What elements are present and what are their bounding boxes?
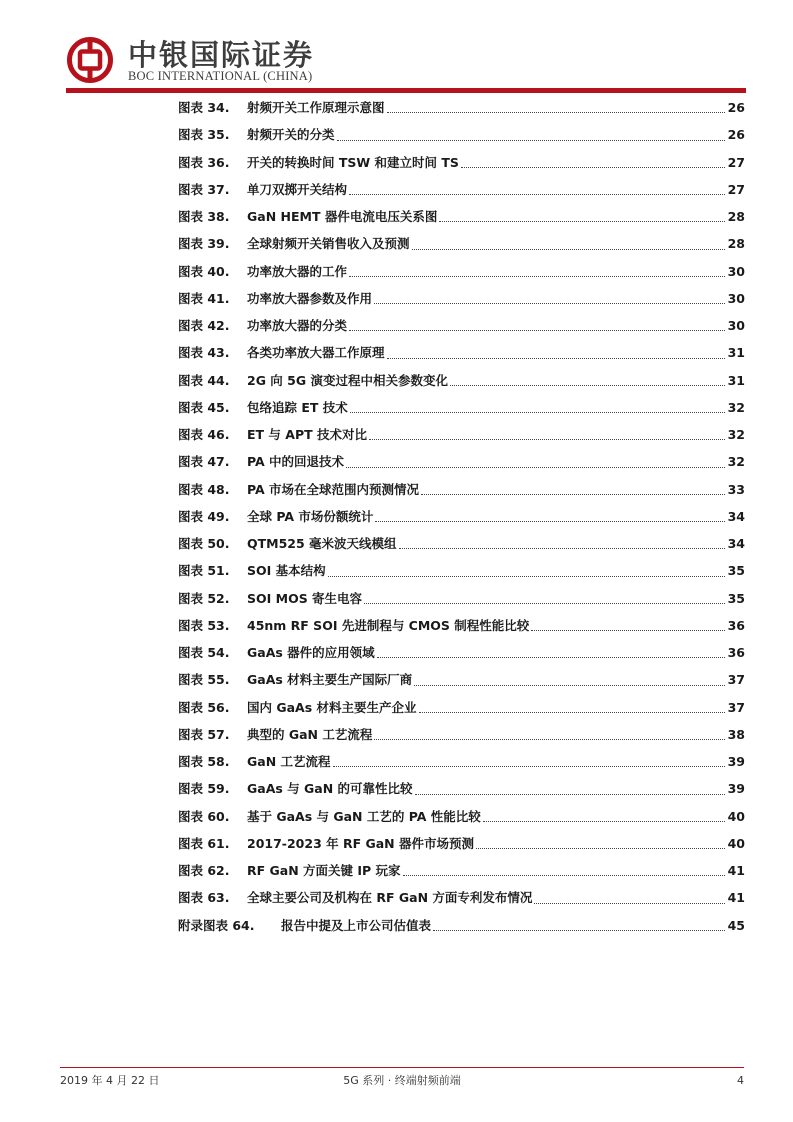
toc-entry[interactable] — [178, 421, 745, 448]
toc-entry-title: PA 中的回退技术 — [247, 454, 345, 470]
toc-entry-label: 图表 44. — [178, 372, 230, 388]
toc-entry-title: 开关的转换时间 TSW 和建立时间 TS — [247, 154, 459, 170]
toc-entry-label: 图表 45. — [178, 399, 230, 415]
toc-entry-page: 41 — [727, 863, 745, 878]
toc-entry-label: 图表 47. — [178, 454, 230, 470]
toc-entry-label: 图表 53. — [178, 617, 230, 633]
toc-entry[interactable] — [178, 557, 745, 584]
toc-entry-label: 图表 40. — [178, 263, 230, 279]
toc-entry-page: 34 — [727, 536, 745, 551]
toc-entry-title: GaAs 与 GaN 的可靠性比较 — [247, 781, 413, 797]
toc-leader-dots — [349, 330, 725, 331]
toc-entry-page: 39 — [727, 754, 745, 769]
boc-logo-icon — [67, 37, 113, 83]
toc-entry-title: 国内 GaAs 材料主要生产企业 — [247, 699, 417, 715]
toc-entry-title: GaN 工艺流程 — [247, 754, 331, 769]
toc-leader-dots — [399, 548, 725, 549]
toc-entry-title: QTM525 毫米波天线模组 — [247, 536, 397, 551]
toc-entry[interactable] — [178, 258, 745, 285]
toc-entry-title: 各类功率放大器工作原理 — [247, 345, 385, 361]
toc-leader-dots — [346, 467, 725, 468]
toc-leader-dots — [333, 766, 725, 767]
toc-entry-page: 27 — [727, 154, 745, 170]
toc-leader-dots — [421, 494, 725, 495]
toc-entry-label: 图表 51. — [178, 563, 230, 579]
toc-entry-label: 图表 62. — [178, 863, 230, 878]
toc-entry-title: PA 市场在全球范围内预测情况 — [247, 481, 420, 497]
toc-entry-label: 附录图表 64. — [178, 917, 255, 933]
table-of-figures — [178, 94, 745, 939]
toc-entry-title: 功率放大器参数及作用 — [247, 290, 373, 306]
toc-entry-title: GaAs 材料主要生产国际厂商 — [247, 672, 413, 688]
toc-entry-title: GaN HEMT 器件电流电压关系图 — [247, 209, 438, 224]
header-divider — [66, 88, 746, 93]
toc-entry[interactable] — [178, 830, 745, 857]
toc-entry-page: 34 — [727, 508, 745, 524]
toc-leader-dots — [374, 739, 724, 740]
toc-leader-dots — [476, 848, 725, 849]
toc-entry[interactable] — [178, 176, 745, 203]
toc-entry-label: 图表 59. — [178, 781, 230, 797]
toc-entry-title: GaAs 器件的应用领域 — [247, 645, 375, 660]
toc-entry-label: 图表 35. — [178, 127, 230, 143]
toc-entry-label: 图表 38. — [178, 209, 230, 224]
toc-entry-page: 26 — [727, 127, 745, 143]
toc-entry-title: 基于 GaAs 与 GaN 工艺的 PA 性能比较 — [247, 808, 481, 824]
report-series: 5G 系列 · 终端射频前端 — [343, 1074, 461, 1087]
toc-leader-dots — [403, 875, 725, 876]
toc-entry-label: 图表 37. — [178, 181, 230, 197]
toc-entry-title: SOI 基本结构 — [247, 563, 326, 579]
toc-entry-title: 典型的 GaN 工艺流程 — [247, 726, 373, 742]
toc-entry-page: 30 — [727, 263, 745, 279]
toc-leader-dots — [369, 439, 725, 440]
toc-entry-title: 包络追踪 ET 技术 — [247, 399, 348, 415]
toc-leader-dots — [419, 712, 725, 713]
toc-entry[interactable] — [178, 312, 745, 339]
toc-entry-label: 图表 54. — [178, 645, 230, 660]
toc-entry[interactable] — [178, 367, 745, 394]
toc-entry-page: 32 — [727, 399, 745, 415]
toc-entry[interactable] — [178, 612, 745, 639]
toc-leader-dots — [387, 358, 725, 359]
toc-entry-title: 射频开关的分类 — [247, 127, 335, 143]
footer-divider — [60, 1067, 744, 1068]
toc-entry-label: 图表 49. — [178, 508, 230, 524]
brand-name-cn: 中银国际证券 — [128, 38, 315, 72]
toc-entry[interactable] — [178, 394, 745, 421]
toc-entry-page: 30 — [727, 318, 745, 333]
toc-entry[interactable] — [178, 94, 745, 121]
toc-entry-title: ET 与 APT 技术对比 — [247, 427, 367, 442]
toc-entry-page: 39 — [727, 781, 745, 797]
toc-entry[interactable] — [178, 585, 745, 612]
toc-entry[interactable] — [178, 530, 745, 557]
toc-entry-page: 38 — [727, 726, 745, 742]
toc-leader-dots — [349, 276, 725, 277]
toc-leader-dots — [414, 685, 724, 686]
toc-entry-title: 全球 PA 市场份额统计 — [247, 508, 374, 524]
toc-entry[interactable] — [178, 639, 745, 666]
toc-entry-page: 36 — [727, 645, 745, 660]
toc-entry[interactable] — [178, 666, 745, 693]
toc-entry[interactable] — [178, 694, 745, 721]
toc-entry-page: 28 — [727, 236, 745, 252]
toc-entry[interactable] — [178, 476, 745, 503]
toc-leader-dots — [349, 194, 725, 195]
toc-entry-page: 32 — [727, 454, 745, 470]
toc-entry-page: 37 — [727, 699, 745, 715]
toc-leader-dots — [328, 576, 725, 577]
toc-entry-label: 图表 39. — [178, 236, 230, 252]
toc-entry-label: 图表 61. — [178, 835, 230, 851]
toc-entry-page: 41 — [727, 890, 745, 906]
toc-entry[interactable] — [178, 775, 745, 802]
toc-entry[interactable] — [178, 121, 745, 148]
toc-entry[interactable] — [178, 884, 745, 911]
toc-leader-dots — [483, 821, 725, 822]
toc-entry-label: 图表 57. — [178, 726, 230, 742]
toc-entry-page: 45 — [727, 917, 745, 933]
brand-name-en: BOC INTERNATIONAL (CHINA) — [128, 69, 313, 83]
toc-entry-title: 报告中提及上市公司估值表 — [281, 917, 432, 933]
toc-entry-title: 2017-2023 年 RF GaN 器件市场预测 — [247, 835, 474, 851]
toc-leader-dots — [337, 140, 725, 141]
toc-entry-label: 图表 48. — [178, 481, 230, 497]
toc-entry-page: 31 — [727, 345, 745, 361]
toc-entry-page: 33 — [727, 481, 745, 497]
toc-entry-page: 30 — [727, 290, 745, 306]
toc-entry-page: 31 — [727, 372, 745, 388]
toc-entry-page: 32 — [727, 427, 745, 442]
toc-entry-title: 单刀双掷开关结构 — [247, 181, 348, 197]
toc-entry-page: 40 — [727, 835, 745, 851]
toc-entry[interactable] — [178, 857, 745, 884]
toc-entry[interactable] — [178, 721, 745, 748]
toc-entry-label: 图表 43. — [178, 345, 230, 361]
toc-leader-dots — [377, 657, 725, 658]
toc-entry-title: 射频开关工作原理示意图 — [247, 100, 385, 115]
toc-entry[interactable] — [178, 748, 745, 775]
toc-entry-label: 图表 42. — [178, 318, 230, 333]
toc-entry-title: 45nm RF SOI 先进制程与 CMOS 制程性能比较 — [247, 617, 530, 633]
toc-leader-dots — [534, 903, 724, 904]
toc-entry-label: 图表 63. — [178, 890, 230, 906]
toc-entry-label: 图表 55. — [178, 672, 230, 688]
toc-entry-title: SOI MOS 寄生电容 — [247, 590, 363, 606]
toc-leader-dots — [412, 249, 725, 250]
toc-leader-dots — [415, 794, 725, 795]
toc-entry-label: 图表 56. — [178, 699, 230, 715]
report-date: 2019 年 4 月 22 日 — [60, 1074, 160, 1087]
toc-leader-dots — [375, 521, 724, 522]
toc-entry-title: 全球射频开关销售收入及预测 — [247, 236, 410, 252]
page-footer — [60, 1072, 744, 1090]
toc-entry-label: 图表 36. — [178, 154, 230, 170]
toc-entry-label: 图表 52. — [178, 590, 230, 606]
toc-entry-page: 27 — [727, 181, 745, 197]
toc-leader-dots — [374, 303, 725, 304]
toc-entry-page: 37 — [727, 672, 745, 688]
toc-entry-page: 35 — [727, 563, 745, 579]
toc-entry-title: 功率放大器的分类 — [247, 318, 348, 333]
toc-leader-dots — [387, 112, 725, 113]
page-header — [0, 0, 793, 92]
toc-entry[interactable] — [178, 339, 745, 366]
toc-entry-title: RF GaN 方面关键 IP 玩家 — [247, 863, 401, 878]
toc-entry-label: 图表 60. — [178, 808, 230, 824]
toc-leader-dots — [364, 603, 725, 604]
toc-entry-title: 功率放大器的工作 — [247, 263, 348, 279]
toc-leader-dots — [350, 412, 725, 413]
toc-entry-label: 图表 50. — [178, 536, 230, 551]
toc-leader-dots — [450, 385, 725, 386]
toc-entry-title: 全球主要公司及机构在 RF GaN 方面专利发布情况 — [247, 890, 533, 906]
toc-entry-label: 图表 58. — [178, 754, 230, 769]
toc-entry[interactable] — [178, 230, 745, 257]
toc-entry-page: 35 — [727, 590, 745, 606]
toc-entry-label: 图表 41. — [178, 290, 230, 306]
toc-entry-page: 28 — [727, 209, 745, 224]
toc-entry-title: 2G 向 5G 演变过程中相关参数变化 — [247, 372, 448, 388]
toc-leader-dots — [439, 221, 724, 222]
toc-entry[interactable] — [178, 803, 745, 830]
toc-leader-dots — [461, 167, 725, 168]
toc-entry-page: 26 — [727, 100, 745, 115]
toc-entry[interactable] — [178, 149, 745, 176]
toc-entry[interactable] — [178, 503, 745, 530]
page-number: 4 — [737, 1074, 744, 1087]
toc-leader-dots — [531, 630, 724, 631]
toc-entry[interactable] — [178, 203, 745, 230]
toc-leader-dots — [433, 930, 725, 931]
toc-entry[interactable] — [178, 285, 745, 312]
toc-entry-page: 36 — [727, 617, 745, 633]
toc-entry-page: 40 — [727, 808, 745, 824]
toc-entry-label: 图表 34. — [178, 100, 230, 115]
toc-entry[interactable] — [178, 912, 745, 939]
toc-entry[interactable] — [178, 448, 745, 475]
toc-entry-label: 图表 46. — [178, 427, 230, 442]
